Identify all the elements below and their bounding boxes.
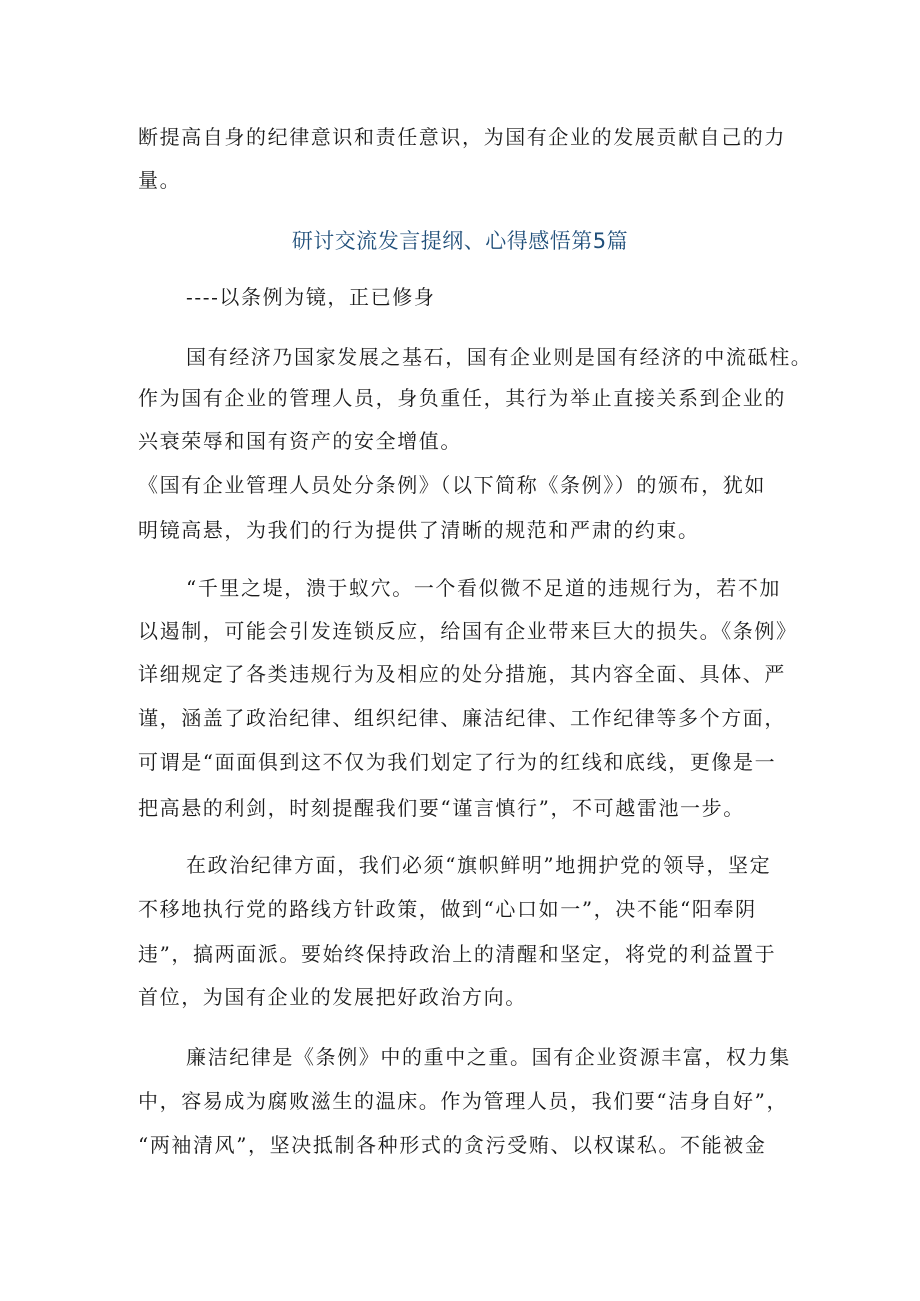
paragraph2-line-3: 详细规定了各类违规行为及相应的处分措施，其内容全面、具体、严	[138, 662, 786, 686]
paragraph3-line-2: 不移地执行党的路线方针政策，做到“心口如一”，决不能“阳奉阴	[138, 897, 757, 921]
section-title: 研讨交流发言提纲、心得感悟第5篇	[291, 229, 629, 253]
paragraph2-line-5: 可谓是“面面俱到这不仅为我们划定了行为的红线和底线，更像是一	[138, 750, 777, 774]
paragraph3-line-1: 在政治纪律方面，我们必须“旗帜鲜明”地拥护党的领导，坚定	[186, 853, 772, 877]
intro-line-1: 断提高自身的纪律意识和责任意识，为国有企业的发展贡献自己的力	[138, 125, 786, 149]
section-subtitle: ----以条例为镜，正已修身	[186, 285, 436, 309]
intro-line-2: 量。	[138, 168, 182, 192]
paragraph1-line-1: 国有经济乃国家发展之基石，国有企业则是国有经济的中流砥柱。	[186, 345, 813, 369]
paragraph2-line-2: 以遏制，可能会引发连锁反应，给国有企业带来巨大的损失。《条例》	[138, 619, 798, 643]
paragraph2-line-6: 把高悬的利剑，时刻提醒我们要“谨言慎行”，不可越雷池一步。	[138, 796, 745, 820]
paragraph3-line-3: 违”，搞两面派。要始终保持政治上的清醒和坚定，将党的利益置于	[138, 942, 777, 966]
paragraph1-line-4: 《国有企业管理人员处分条例》（以下简称《条例》）的颁布，犹如	[138, 473, 766, 497]
paragraph2-line-1: “千里之堤，溃于蚁穴。一个看似微不足道的违规行为，若不加	[186, 576, 782, 600]
paragraph1-line-3: 兴衰荣辱和国有资产的安全增值。	[138, 429, 462, 453]
paragraph3-line-4: 首位，为国有企业的发展把好政治方向。	[138, 985, 527, 1009]
paragraph4-line-1: 廉洁纪律是《条例》中的重中之重。国有企业资源丰富，权力集	[186, 1045, 791, 1069]
paragraph2-line-4: 谨，涵盖了政治纪律、组织纪律、廉洁纪律、工作纪律等多个方面，	[138, 706, 786, 730]
paragraph1-line-2: 作为国有企业的管理人员，身负重任，其行为举止直接关系到企业的	[138, 386, 786, 410]
paragraph4-line-3: “两袖清风”，坚决抵制各种形式的贪污受贿、以权谋私。不能被金	[138, 1133, 767, 1157]
paragraph4-line-2: 中，容易成为腐败滋生的温床。作为管理人员，我们要“洁身自好”，	[138, 1089, 789, 1113]
paragraph1-line-5: 明镜高悬，为我们的行为提供了清晰的规范和严肃的约束。	[138, 518, 700, 542]
